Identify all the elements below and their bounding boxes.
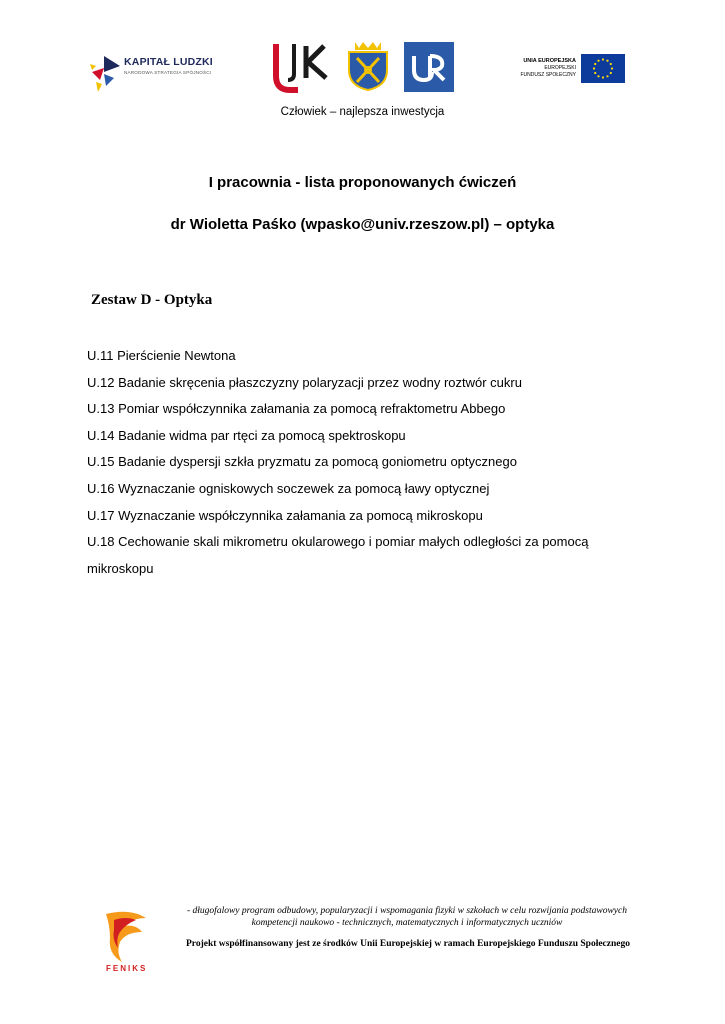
eu-star-icon [610,72,612,74]
eu-star-icon [606,60,608,62]
eu-star-icon [597,75,599,77]
eu-star-icon [610,63,612,65]
eu-star-icon [602,76,604,78]
page-title: I pracownia - lista proponowanych ćwiczeń [208,174,517,191]
eu-star-icon [611,67,613,69]
list-item: U.17 Wyznaczanie współczynnika załamania za pomocą mikroskopu [87,507,483,523]
list-item: U.13 Pomiar współczynnika załamania za pomocą refraktometru Abbego [87,401,506,417]
list-item: U.18 Cechowanie skali mikrometru okularowego i pomiar małych odległości za pomocą [87,534,589,550]
eu-sub-1: EUROPEJSKI [544,65,576,71]
eu-sub-2: FUNDUSZ SPOŁECZNY [520,71,576,78]
ur-logo [404,42,454,92]
kapital-ludzki-star-icon [90,46,122,94]
set-heading: Zestaw D - Optyka [91,292,213,308]
list-item: U.11 Pierścienie Newtona [87,348,236,363]
header-logos [0,38,725,98]
eu-star-icon [597,60,599,62]
eu-star-icon [602,58,604,60]
tagline: Człowiek – najlepsza inwestycja [280,106,445,118]
kapital-ludzki-subtitle: NARODOWA STRATEGIA SPÓJNOŚCI [124,70,212,75]
page-subtitle: dr Wioletta Paśko (wpasko@univ.rzeszow.pl) – optyka [170,216,555,233]
list-item: U.12 Badanie skręcenia płaszczyzny polaryzacji przez wodny roztwór cukru [87,374,522,390]
list-item: U.15 Badanie dyspersji szkła pryzmatu za pomocą goniometru optycznego [87,454,517,470]
footer-line-2: kompetencji naukowo - technicznych, matematycznych i informatycznych uczniów [251,918,563,928]
eu-star-icon [593,67,595,69]
kapital-ludzki-name: KAPITAŁ LUDZKI [124,56,213,68]
feniks-wordmark: FENIKS [106,964,148,973]
eu-star-icon [606,75,608,77]
eu-name: UNIA EUROPEJSKA [523,58,576,64]
exercise-list [87,343,647,582]
footer-line-1: - długofalowy program odbudowy, popularyzacji i wspomagania fizyki w szkołach w celu rozwijania podstawowych [187,906,627,916]
list-item: mikroskopu [87,560,154,576]
eu-flag-icon [581,54,625,83]
eu-star-icon [594,72,596,74]
eu-text-block [506,58,576,78]
list-item: U.16 Wyznaczanie ogniskowych soczewek za pomocą ławy optycznej [87,480,490,496]
eu-star-icon [594,63,596,65]
list-item: U.14 Badanie widma par rtęci za pomocą spektroskopu [87,427,406,443]
kapital-ludzki-logo [90,46,230,94]
uk-university-logo [268,40,338,94]
footer-program-description [172,905,642,929]
footer-funding-note: Projekt współfinansowany jest ze środków Unii Europejskiej w ramach Europejskiego Funduszu Społecznego [186,939,630,949]
university-crest-icon [345,40,391,92]
